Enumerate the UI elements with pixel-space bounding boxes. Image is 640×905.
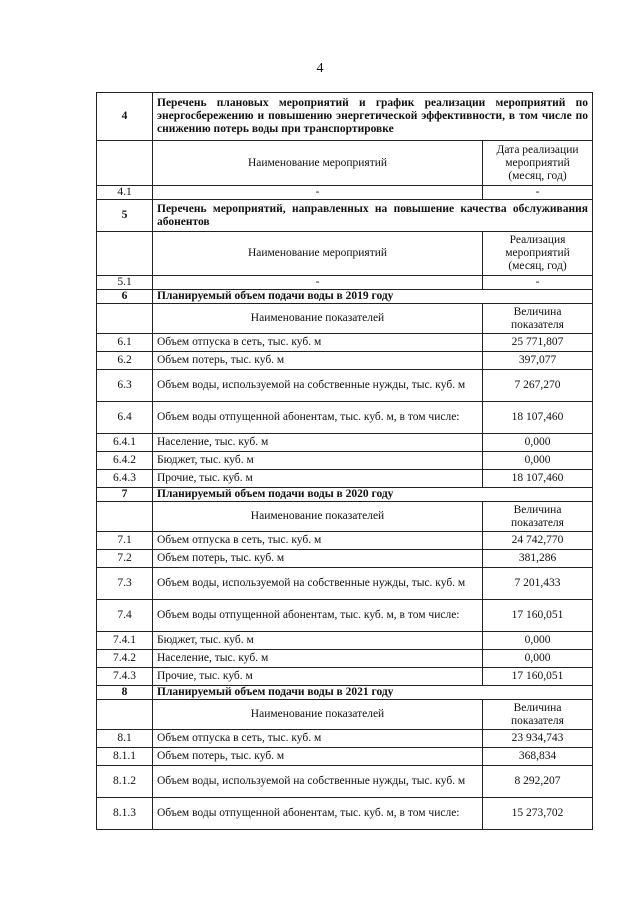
row-name: Объем воды отпущенной абонентам, тыс. куб. м, в том числе:: [153, 600, 483, 632]
row-value: 24 742,770: [483, 532, 593, 550]
table-row: [97, 370, 593, 402]
table-row: [97, 668, 593, 686]
section-number: 4: [97, 93, 153, 141]
column-header-value: Величина показателя: [483, 304, 593, 334]
column-header-name: Наименование показателей: [153, 304, 483, 334]
page-number: 4: [316, 61, 324, 76]
row-number: 5.1: [97, 276, 153, 290]
column-header-row: [97, 141, 593, 186]
row-number: 7.2: [97, 550, 153, 568]
row-number: 7.4.1: [97, 632, 153, 650]
row-name: -: [153, 186, 483, 200]
row-value: -: [483, 186, 593, 200]
column-header-name: Наименование показателей: [153, 502, 483, 532]
section-header-row: [97, 93, 593, 141]
row-number: 6.4: [97, 402, 153, 434]
row-number: 4.1: [97, 186, 153, 200]
row-value: 23 934,743: [483, 730, 593, 748]
section-number: 6: [97, 290, 153, 304]
column-header-value: Величина показателя: [483, 502, 593, 532]
section-header-row: [97, 686, 593, 700]
row-name: Объем воды, используемой на собственные нужды, тыс. куб. м: [153, 766, 483, 798]
row-value: 0,000: [483, 434, 593, 452]
column-header-name: Наименование мероприятий: [153, 141, 483, 186]
row-name: Население, тыс. куб. м: [153, 434, 483, 452]
row-number: 6.2: [97, 352, 153, 370]
table-row: [97, 352, 593, 370]
table-row: [97, 730, 593, 748]
row-value: 18 107,460: [483, 470, 593, 488]
table-row: [97, 568, 593, 600]
section-number: 5: [97, 200, 153, 232]
row-name: -: [153, 276, 483, 290]
row-name: Объем потерь, тыс. куб. м: [153, 748, 483, 766]
table-row: [97, 766, 593, 798]
row-number: 7.4: [97, 600, 153, 632]
row-number: 7.1: [97, 532, 153, 550]
table-row: [97, 600, 593, 632]
row-value: 8 292,207: [483, 766, 593, 798]
row-value: 0,000: [483, 632, 593, 650]
section-header-row: [97, 290, 593, 304]
row-number: 6.3: [97, 370, 153, 402]
row-name: Объем потерь, тыс. куб. м: [153, 550, 483, 568]
row-value: 15 273,702: [483, 798, 593, 830]
section-number: 8: [97, 686, 153, 700]
column-header-name: Наименование мероприятий: [153, 232, 483, 276]
section-number: 7: [97, 488, 153, 502]
row-number: 6.4.3: [97, 470, 153, 488]
section-title: Планируемый объем подачи воды в 2021 году: [153, 686, 593, 700]
row-number: 8.1.3: [97, 798, 153, 830]
table-row: [97, 798, 593, 830]
row-number: 8.1.1: [97, 748, 153, 766]
row-number: 7.4.2: [97, 650, 153, 668]
row-value: 17 160,051: [483, 668, 593, 686]
row-number: 8.1.2: [97, 766, 153, 798]
row-name: Объем отпуска в сеть, тыс. куб. м: [153, 334, 483, 352]
row-value: 7 267,270: [483, 370, 593, 402]
section-title: Перечень мероприятий, направленных на повышение качества обслуживания абонентов: [153, 200, 593, 232]
column-header-row: [97, 700, 593, 730]
table-row: [97, 276, 593, 290]
row-value: 17 160,051: [483, 600, 593, 632]
row-name: Объем воды отпущенной абонентам, тыс. куб. м, в том числе:: [153, 798, 483, 830]
row-value: -: [483, 276, 593, 290]
row-name: Прочие, тыс. куб. м: [153, 668, 483, 686]
row-name: Бюджет, тыс. куб. м: [153, 452, 483, 470]
row-name: Объем отпуска в сеть, тыс. куб. м: [153, 532, 483, 550]
table-row: [97, 334, 593, 352]
column-header-value: Дата реализации мероприятий (месяц, год): [483, 141, 593, 186]
row-value: 0,000: [483, 452, 593, 470]
row-name: Объем воды отпущенной абонентам, тыс. куб. м, в том числе:: [153, 402, 483, 434]
table-row: [97, 452, 593, 470]
column-header-value: Величина показателя: [483, 700, 593, 730]
table-row: [97, 186, 593, 200]
table-row: [97, 402, 593, 434]
row-value: 397,077: [483, 352, 593, 370]
row-name: Бюджет, тыс. куб. м: [153, 632, 483, 650]
row-name: Прочие, тыс. куб. м: [153, 470, 483, 488]
column-header-row: [97, 232, 593, 276]
row-number: 7.3: [97, 568, 153, 600]
row-number: 6.4.2: [97, 452, 153, 470]
row-name: Объем потерь, тыс. куб. м: [153, 352, 483, 370]
table-row: [97, 532, 593, 550]
column-header-name: Наименование показателей: [153, 700, 483, 730]
section-title: Планируемый объем подачи воды в 2019 году: [153, 290, 593, 304]
row-name: Объем отпуска в сеть, тыс. куб. м: [153, 730, 483, 748]
table-row: [97, 550, 593, 568]
column-header-row: [97, 304, 593, 334]
section-title: Перечень плановых мероприятий и график реализации мероприятий по энергосбережению и повышению энергетической эффективности, в том числе по снижению потерь воды при транспортировке: [153, 93, 593, 141]
section-header-row: [97, 488, 593, 502]
row-name: Объем воды, используемой на собственные нужды, тыс. куб. м: [153, 568, 483, 600]
row-name: Объем воды, используемой на собственные нужды, тыс. куб. м: [153, 370, 483, 402]
document-table: [96, 92, 593, 830]
table-row: [97, 470, 593, 488]
row-number: 6.4.1: [97, 434, 153, 452]
row-value: 0,000: [483, 650, 593, 668]
row-name: Население, тыс. куб. м: [153, 650, 483, 668]
row-number: 7.4.3: [97, 668, 153, 686]
row-value: 25 771,807: [483, 334, 593, 352]
row-value: 368,834: [483, 748, 593, 766]
row-value: 18 107,460: [483, 402, 593, 434]
section-header-row: [97, 200, 593, 232]
table-row: [97, 434, 593, 452]
column-header-value: Реализация мероприятий (месяц, год): [483, 232, 593, 276]
row-value: 7 201,433: [483, 568, 593, 600]
section-title: Планируемый объем подачи воды в 2020 году: [153, 488, 593, 502]
column-header-row: [97, 502, 593, 532]
table-row: [97, 650, 593, 668]
row-value: 381,286: [483, 550, 593, 568]
table-row: [97, 748, 593, 766]
row-number: 8.1: [97, 730, 153, 748]
table-row: [97, 632, 593, 650]
row-number: 6.1: [97, 334, 153, 352]
